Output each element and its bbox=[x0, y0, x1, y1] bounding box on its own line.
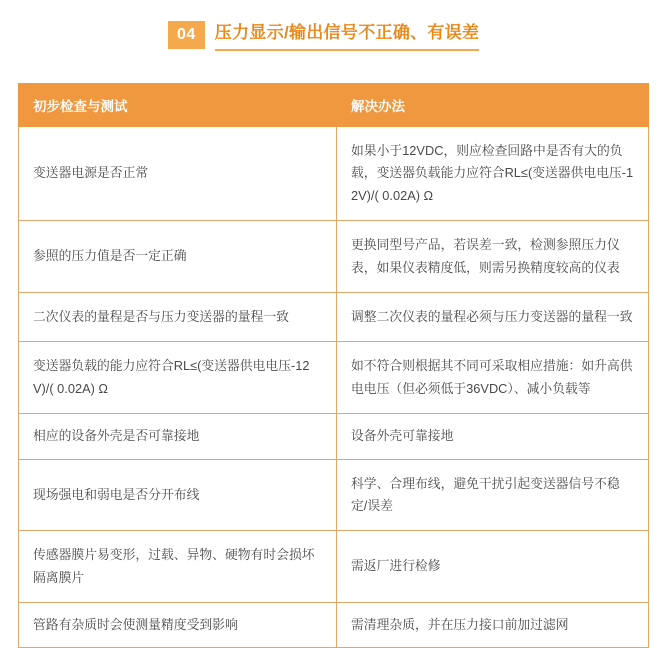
table-row bbox=[19, 342, 649, 414]
cell-solution: 更换同型号产品，若误差一致，检测参照压力仪表，如果仪表精度低，则需另换精度较高的仪表 bbox=[337, 221, 649, 293]
table-row bbox=[19, 531, 649, 603]
cell-check: 相应的设备外壳是否可靠接地 bbox=[19, 414, 337, 459]
section-title-container bbox=[215, 18, 480, 51]
table-header bbox=[19, 84, 649, 127]
cell-solution: 如果小于12VDC，则应检查回路中是否有大的负载，变送器负载能力应符合RL≤(变送器供电电压-12V)/( 0.02A) Ω bbox=[337, 127, 649, 221]
cell-solution: 调整二次仪表的量程必须与压力变送器的量程一致 bbox=[337, 292, 649, 341]
cell-check: 传感器膜片易变形，过载、异物、硬物有时会损坏隔离膜片 bbox=[19, 531, 337, 603]
cell-solution: 科学、合理布线，避免干扰引起变送器信号不稳定/误差 bbox=[337, 459, 649, 531]
cell-check: 现场强电和弱电是否分开布线 bbox=[19, 459, 337, 531]
cell-check: 变送器电源是否正常 bbox=[19, 127, 337, 221]
table-header-row bbox=[19, 84, 649, 127]
cell-check: 管路有杂质时会使测量精度受到影响 bbox=[19, 603, 337, 648]
table-row bbox=[19, 221, 649, 293]
cell-check: 二次仪表的量程是否与压力变送器的量程一致 bbox=[19, 292, 337, 341]
table-row bbox=[19, 414, 649, 459]
table-row bbox=[19, 292, 649, 341]
cell-check: 参照的压力值是否一定正确 bbox=[19, 221, 337, 293]
column-header-check: 初步检查与测试 bbox=[19, 84, 337, 127]
troubleshooting-table-wrapper bbox=[18, 83, 648, 648]
column-header-solution: 解决办法 bbox=[337, 84, 649, 127]
page-title: 压力显示/输出信号不正确、有误差 bbox=[214, 23, 480, 42]
section-number-badge: 04 bbox=[168, 21, 205, 49]
section-header bbox=[0, 0, 666, 51]
cell-solution: 设备外壳可靠接地 bbox=[337, 414, 649, 459]
cell-solution: 如不符合则根据其不同可采取相应措施：如升高供电电压（但必须低于36VDC）、减小负载等 bbox=[337, 342, 649, 414]
table-body bbox=[19, 127, 649, 648]
cell-solution: 需清理杂质，并在压力接口前加过滤网 bbox=[337, 603, 649, 648]
table-row bbox=[19, 459, 649, 531]
cell-solution: 需返厂进行检修 bbox=[337, 531, 649, 603]
table-row bbox=[19, 603, 649, 648]
table-row bbox=[19, 127, 649, 221]
cell-check: 变送器负载的能力应符合RL≤(变送器供电电压-12V)/( 0.02A) Ω bbox=[19, 342, 337, 414]
troubleshooting-table bbox=[18, 83, 649, 648]
